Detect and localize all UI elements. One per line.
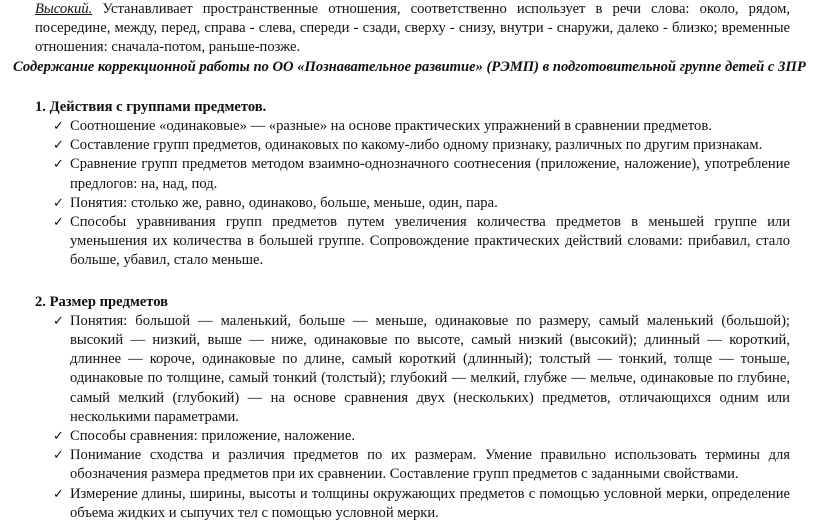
intro-text: Устанавливает пространственные отношения, соответственно использует в речи слова: около, рядом, посередине, между, перед, справа - слева, спереди - сзади, сверху - снизу, внутри - снаружи, далеко - близко; временные отношения: сначала-потом, раньше-позже. [35,1,790,56]
list-item-text: Способы сравнения: приложение, наложение. [70,428,355,445]
list-item [35,213,790,271]
list-item [35,155,790,193]
list-item-text: Сравнение групп предметов методом взаимно-однозначного соотнесения (приложение, наложение), употребление предлогов: на, над, под. [70,156,790,192]
bullet-list [35,312,790,523]
list-item [35,427,790,446]
check-icon: ✓ [53,448,64,464]
list-item [35,312,790,427]
intro-paragraph [35,0,790,58]
bullet-list [35,117,790,271]
list-item-text: Соотношение «одинаковые» — «разные» на основе практических упражнений в сравнении предметов. [70,118,712,135]
check-icon: ✓ [53,429,64,445]
check-icon: ✓ [53,157,64,173]
list-item [35,485,790,523]
document-heading: Содержание коррекционной работы по ОО «Познавательное развитие» (РЭМП) в подготовительной группе детей с ЗПР [13,58,806,75]
section-2 [35,293,790,523]
list-item [35,446,790,484]
check-icon: ✓ [53,119,64,135]
check-icon: ✓ [53,486,64,502]
list-item [35,117,790,136]
list-item [35,136,790,155]
list-item-text: Составление групп предметов, одинаковых по какому-либо одному признаку, различных по другим признакам. [70,137,763,154]
list-item [35,194,790,213]
section-1 [35,98,790,271]
check-icon: ✓ [53,138,64,154]
check-icon: ✓ [53,215,64,231]
check-icon: ✓ [53,313,64,329]
list-item-text: Понимание сходства и различия предметов по их размерам. Умение правильно использовать термины для обозначения размера предметов при их сравнении. Составление групп предметов с заданными свойствами. [70,447,790,483]
check-icon: ✓ [53,195,64,211]
list-item-text: Способы уравнивания групп предметов путем увеличения количества предметов в меньшей группе или уменьшения их количества в большей группе. Сопровождение практических действий словами: прибавил, стало больше, убавил, стало меньше. [70,214,790,269]
list-item-text: Измерение длины, ширины, высоты и толщины окружающих предметов с помощью условной мерки, определение объема жидких и сыпучих тел с помощью условной мерки. [70,485,790,521]
list-item-text: Понятия: большой — маленький, больше — меньше, одинаковые по размеру, самый маленький (большой); высокий — низкий, выше — ниже, одинаковые по высоте, самый низкий (высокий); длинный — короткий, длиннее — короче, одинаковые по длине, самый короткий (длинный); толстый — тонкий, толще — тоньше, одинаковые по толщине, самый тонкий (толстый); глубокий — мелкий, глубже — мельче, одинаковые по глубине, самый мелкий (глубокий) — на основе сравнения двух (нескольких) предметов, отличающихся одним или несколькими параметрами. [70,312,790,425]
section-title: 2. Размер предметов [35,293,169,310]
intro-lead: Высокий. [35,1,93,17]
section-title: 1. Действия с группами предметов. [35,98,267,115]
list-item-text: Понятия: столько же, равно, одинаково, больше, меньше, один, пара. [70,194,498,211]
